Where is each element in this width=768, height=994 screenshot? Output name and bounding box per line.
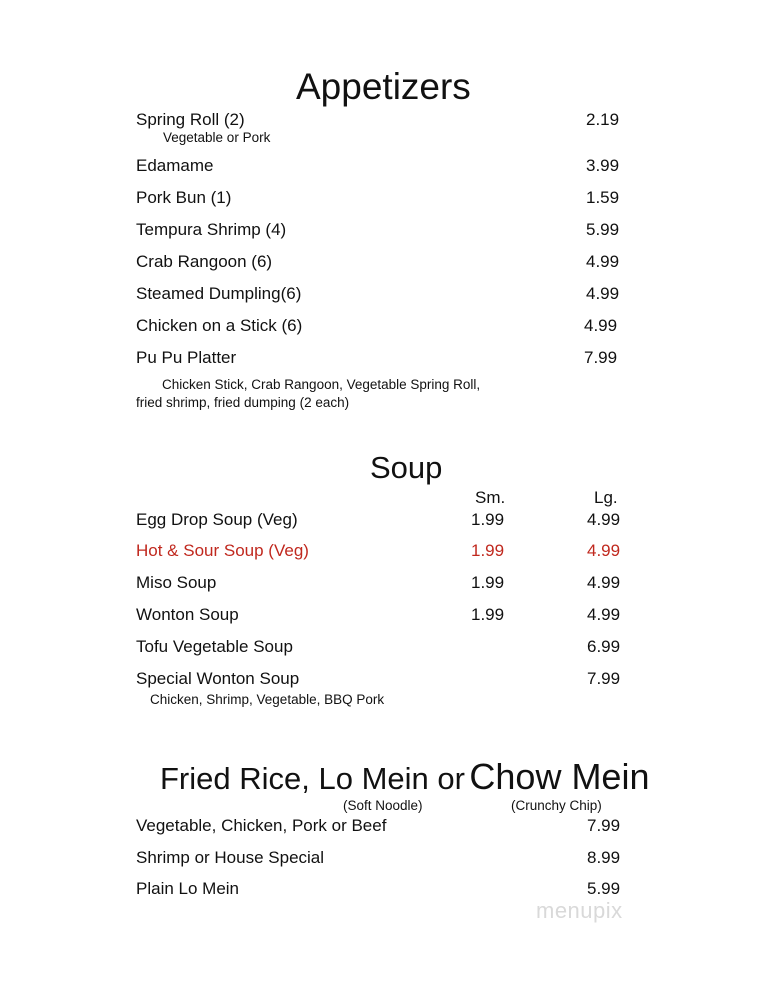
menu-item-price: 3.99: [586, 156, 620, 175]
soup-note: Chicken, Shrimp, Vegetable, BBQ Pork: [150, 692, 385, 707]
platter-note-line2: fried shrimp, fried dumping (2 each): [136, 395, 350, 410]
soft-noodle-label: (Soft Noodle): [343, 798, 423, 813]
menu-item-name: Spring Roll (2): [136, 110, 245, 129]
menupix-watermark: menupix: [536, 898, 623, 923]
soup-name: Wonton Soup: [136, 605, 239, 624]
noodles-heading-part2: Chow Mein: [469, 756, 650, 797]
menu-item-price: 4.99: [584, 316, 618, 335]
noodle-item-price: 8.99: [587, 848, 621, 867]
soup-price-large: 4.99: [587, 541, 621, 560]
noodle-item-name: Shrimp or House Special: [136, 848, 325, 867]
noodle-item-price: 7.99: [587, 816, 621, 835]
soup-price-small: 1.99: [471, 541, 505, 560]
menu-item-name: Edamame: [136, 156, 214, 175]
menu-item-price: 4.99: [586, 284, 620, 303]
menu-item-price: 4.99: [586, 252, 620, 271]
soup-name: Hot & Sour Soup (Veg): [136, 541, 309, 560]
menu-item-name: Tempura Shrimp (4): [136, 220, 287, 239]
menu-item-price: 5.99: [586, 220, 620, 239]
soup-price-large: 6.99: [587, 637, 621, 656]
noodles-heading-part1: Fried Rice, Lo Mein or: [160, 761, 465, 796]
noodle-item-price: 5.99: [587, 879, 621, 898]
noodles-heading: [160, 756, 649, 798]
menu-item-name: Pu Pu Platter: [136, 348, 237, 367]
soup-name: Miso Soup: [136, 573, 217, 592]
menu-item-name: Chicken on a Stick (6): [136, 316, 303, 335]
soup-name: Special Wonton Soup: [136, 669, 300, 688]
menu-item-price: 1.59: [586, 188, 620, 207]
menu-item-price: 2.19: [586, 110, 620, 129]
soup-column-small: Sm.: [475, 488, 506, 507]
soup-price-large: 4.99: [587, 573, 621, 592]
soup-name: Tofu Vegetable Soup: [136, 637, 293, 656]
soup-name: Egg Drop Soup (Veg): [136, 510, 298, 529]
soup-price-small: 1.99: [471, 605, 505, 624]
menu-item-note: Vegetable or Pork: [163, 130, 271, 145]
noodle-item-name: Vegetable, Chicken, Pork or Beef: [136, 816, 387, 835]
soup-heading: Soup: [370, 450, 443, 485]
soup-price-large: 4.99: [587, 605, 621, 624]
soup-price-large: 7.99: [587, 669, 621, 688]
soup-price-small: 1.99: [471, 573, 505, 592]
soup-price-large: 4.99: [587, 510, 621, 529]
crunchy-chip-label: (Crunchy Chip): [511, 798, 602, 813]
noodle-item-name: Plain Lo Mein: [136, 879, 240, 898]
menu-item-name: Crab Rangoon (6): [136, 252, 273, 271]
menu-item-name: Steamed Dumpling(6): [136, 284, 302, 303]
appetizers-heading: Appetizers: [296, 66, 471, 107]
platter-note-line1: Chicken Stick, Crab Rangoon, Vegetable Spring Roll,: [162, 377, 481, 392]
soup-price-small: 1.99: [471, 510, 505, 529]
menu-item-price: 7.99: [584, 348, 618, 367]
soup-column-large: Lg.: [594, 488, 618, 507]
menu-item-name: Pork Bun (1): [136, 188, 232, 207]
